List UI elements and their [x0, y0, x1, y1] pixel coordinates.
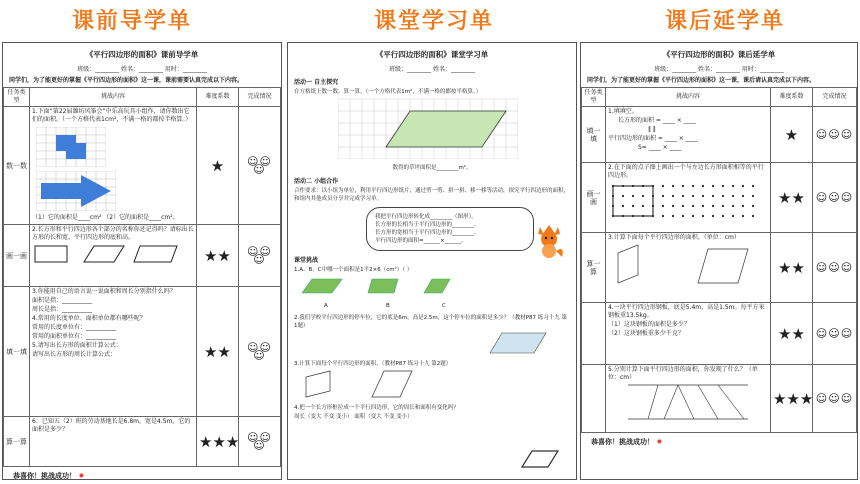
- task-content: [30, 417, 197, 467]
- task-text: ‖ ‖: [648, 126, 656, 133]
- parking-parallelogram-figure: [488, 331, 548, 355]
- rectangle-parallelogram-figures: [32, 243, 182, 265]
- status-faces[interactable]: ☺☺☺: [813, 303, 857, 365]
- difficulty-stars: ★★: [771, 163, 813, 233]
- sun-icon: ✹: [656, 438, 663, 446]
- calc-parallelograms: [302, 369, 482, 399]
- sun-icon: ✹: [78, 472, 85, 480]
- task-text: 常用的面积单位有：__________: [32, 333, 117, 340]
- success-footer: [581, 433, 857, 451]
- table-row: [4, 107, 281, 225]
- sheet-title: 《平行四边形的面积》课前导学单: [85, 50, 199, 59]
- difficulty-stars: ★★★: [771, 365, 813, 433]
- calc-parallelograms: [608, 243, 758, 285]
- task-text: 1.填填空。: [608, 108, 638, 115]
- dot-grid-figure: [608, 181, 758, 221]
- task-type: [582, 303, 606, 365]
- fan-parallelograms-figure: [608, 383, 758, 423]
- task-text: S= ____ × ____: [638, 144, 682, 151]
- choice-label: A: [324, 303, 328, 309]
- status-faces[interactable]: ☺☺☺: [239, 287, 281, 417]
- task-text: 3.你能用自己的语言说一说面积和周长分别指什么吗？: [32, 288, 176, 295]
- choice-label: B: [386, 303, 390, 309]
- in-class-sheet: [287, 42, 577, 480]
- task-table: [581, 87, 857, 433]
- task-text: 面积是指：__________: [32, 297, 93, 304]
- status-faces[interactable]: ☺☺☺: [239, 417, 281, 467]
- table-row: [582, 233, 857, 303]
- task-text: 6．已知五（2）班的劳动基地长是6.8m，宽是4.5m，它的面积是多少？: [32, 418, 191, 433]
- task-text: 长方形的面积 = ____ × ____: [618, 117, 696, 124]
- status-faces[interactable]: ☺☺☺: [239, 107, 281, 225]
- task-text: 3.计算下面每个平行四边形的面积。（单位：cm）: [608, 234, 740, 241]
- difficulty-stars: ★: [197, 107, 239, 225]
- practice-title: 课堂挑战: [294, 257, 319, 264]
- choice-label: C: [442, 303, 446, 309]
- grid-figure-1: [36, 127, 106, 167]
- task-text: 2.在下面的点子图上画出一个与左边长方形面积相等的平行四边形。: [608, 164, 764, 179]
- task-text: 周长是指：__________: [32, 306, 93, 313]
- header-cell: 完成情况: [813, 88, 857, 107]
- table-row: [582, 365, 857, 433]
- rotated-parallelogram-icon: [520, 449, 560, 469]
- task-text: 2.长方形和平行四边形各个部分的名称你还记得吗？请标出长方形的长和宽，平行四边形的底和高。: [32, 226, 194, 241]
- task-text: 1.下面“第22届潍坊风筝会”中乐高玩具小组作，请你数出它们的面积。（一个方格代表1cm²，不满一格的都按半格算。）: [32, 108, 192, 123]
- success-footer: [3, 467, 281, 480]
- status-faces[interactable]: ☺☺☺: [813, 163, 857, 233]
- pre-class-banner: 课前导学单: [72, 9, 193, 34]
- task-type: 画一画: [582, 163, 606, 233]
- task-type: 算一算: [4, 417, 30, 467]
- post-class-banner: 课后延学单: [665, 9, 786, 34]
- table-row: [4, 287, 281, 417]
- bubble-line: 长方形的长相当于平行四边形的________。: [375, 222, 480, 228]
- status-faces[interactable]: ☺☺☺: [813, 365, 857, 433]
- kite-grids: [32, 125, 194, 213]
- difficulty-stars: ★★: [771, 233, 813, 303]
- task-type: 填一填: [582, 107, 606, 163]
- sheet-intro: 同学们，为了能更好的掌握《平行四边形的面积》这一课，课后请认真完成以下内容。: [587, 77, 816, 84]
- table-header: [4, 88, 281, 107]
- header-cell: 挑战内容: [606, 88, 771, 107]
- in-class-banner: 课堂学习单: [374, 9, 495, 34]
- footer-text: 恭喜你！挑战成功！: [591, 438, 654, 446]
- post-class-sheet: [580, 42, 858, 480]
- sheet-title: 《平行四边形的面积》课堂学习单: [375, 50, 489, 59]
- task-text: 4.常用的长度单位、面积单位都有哪些呢？: [32, 315, 146, 322]
- task-text: （1）这块钢板的面积是多少？: [608, 321, 690, 328]
- task-text: 常用的长度单位有：__________: [32, 324, 117, 331]
- status-faces[interactable]: ☺☺☺: [813, 107, 857, 163]
- sheet-meta: 班级：________ 姓名：________: [389, 66, 475, 73]
- task-content: [606, 233, 771, 303]
- task-text: 5.分别计算下面平行四边形的面积，你发现了什么？（单位：cm）: [608, 366, 758, 381]
- task-type: 数一数: [4, 107, 30, 225]
- lawn-grid-figure: [338, 97, 518, 159]
- pre-class-sheet: [2, 42, 282, 480]
- header-cell: 难度系数: [771, 88, 813, 107]
- sheet-intro: 同学们，为了能更好的掌握《平行四边形的面积》这一课，课前需要认真完成以下内容。: [9, 77, 244, 84]
- question-text: 1.A、B、C中哪一个面积是1平2×6（cm²）（ ）: [294, 267, 413, 273]
- task-text: 4.一块平行四边形钢板，底是5.4m，高是1.5m。每平方米钢板重13.5kg。: [608, 304, 765, 319]
- header-cell: 挑战内容: [30, 88, 197, 107]
- table-row: [582, 303, 857, 365]
- difficulty-stars: ★: [771, 107, 813, 163]
- task-content: [30, 287, 197, 417]
- task-type: 算一算: [582, 233, 606, 303]
- difficulty-stars: ★★: [771, 303, 813, 365]
- table-row: [582, 163, 857, 233]
- header-cell: 完成情况: [239, 88, 281, 107]
- fox-mascot-icon: [532, 221, 566, 259]
- task-table: [3, 87, 281, 467]
- header-cell: 任务类型: [582, 88, 606, 107]
- sheet-meta: 班级：________ 姓名：________ 用时：________: [654, 66, 784, 73]
- activity-title: 活动二 小组合作: [294, 178, 339, 185]
- task-type: 填一填: [4, 287, 30, 417]
- task-type: [582, 365, 606, 433]
- question-options: 周长（变大 不变 变小） 面积（变大 不变 变小）: [294, 414, 413, 420]
- task-text: 请写出长方形的周长计算公式：: [32, 351, 117, 358]
- task-text: 平行四边形的面积 = ____ × ____: [608, 135, 698, 142]
- difficulty-stars: ★★: [197, 225, 239, 287]
- activity-title: 活动一 自主探究: [294, 79, 339, 86]
- table-row: [582, 107, 857, 163]
- task-content: [606, 365, 771, 433]
- task-content: [606, 163, 771, 233]
- status-faces[interactable]: ☺☺☺: [813, 233, 857, 303]
- task-content: [30, 225, 197, 287]
- task-text: （1）它的面积是____cm² （2）它的面积是____cm²。: [32, 214, 179, 221]
- task-content: [606, 303, 771, 365]
- table-row: [4, 225, 281, 287]
- difficulty-stars: ★★★: [197, 417, 239, 467]
- bubble-line: 长方形的宽相当于平行四边形的________。: [375, 230, 480, 236]
- table-row: [4, 417, 281, 467]
- question-text: 4.把一个长方形框拉成一个平行四边形，它的周长和面积有变化吗？: [294, 405, 459, 411]
- task-content: [30, 107, 197, 225]
- activity-desc: 在方格纸上数一数、算一算。（一个方格代表1m²，不满一格的都按半格算。）: [294, 89, 482, 95]
- sheet-meta: 班级：________ 姓名：________ 用时：________: [77, 66, 207, 73]
- task-text: 5.请写出长方形的面积计算公式：: [32, 342, 122, 349]
- header-cell: 难度系数: [197, 88, 239, 107]
- task-content: [606, 107, 771, 163]
- sheet-title: 《平行四边形的面积》课后延学单: [662, 50, 776, 59]
- speech-bubble: [366, 207, 534, 251]
- header-cell: 任务类型: [4, 88, 30, 107]
- activity-desc: 合作要求：以小组为单位，利用平行四边形纸片，通过剪一剪、拼一拼、移一移等活动，探究平行四边形的面积，和组内其他成员分享并完成学习单。: [294, 188, 570, 202]
- choice-parallelograms: [298, 275, 478, 303]
- bubble-line: 我把平行四边形转化成________（图形）。: [375, 214, 477, 220]
- difficulty-stars: ★★: [197, 287, 239, 417]
- grid-figure-2: [36, 171, 116, 211]
- status-faces[interactable]: ☺☺☺: [239, 225, 281, 287]
- table-header: [582, 88, 857, 107]
- task-text: （2）这块钢板重多少千克？: [608, 330, 684, 337]
- choice-labels: [288, 303, 576, 313]
- activity-answer: 数得的草坪面积是________m²。: [392, 165, 472, 171]
- question-text: 2.我们学校平行四边形的停车位，它的底是6m，高是2.5m，这个停车位的面积是多少？（教材P87 练习十九 第1题）: [294, 315, 568, 329]
- task-type: 画一画: [4, 225, 30, 287]
- footer-text: 恭喜你！挑战成功！: [13, 472, 76, 480]
- question-text: 3.计算下面每个平行四边形的面积。（教材P87 练习十九 第2题）: [294, 361, 452, 367]
- bubble-line: 平行四边形的面积=______×______。: [375, 238, 467, 244]
